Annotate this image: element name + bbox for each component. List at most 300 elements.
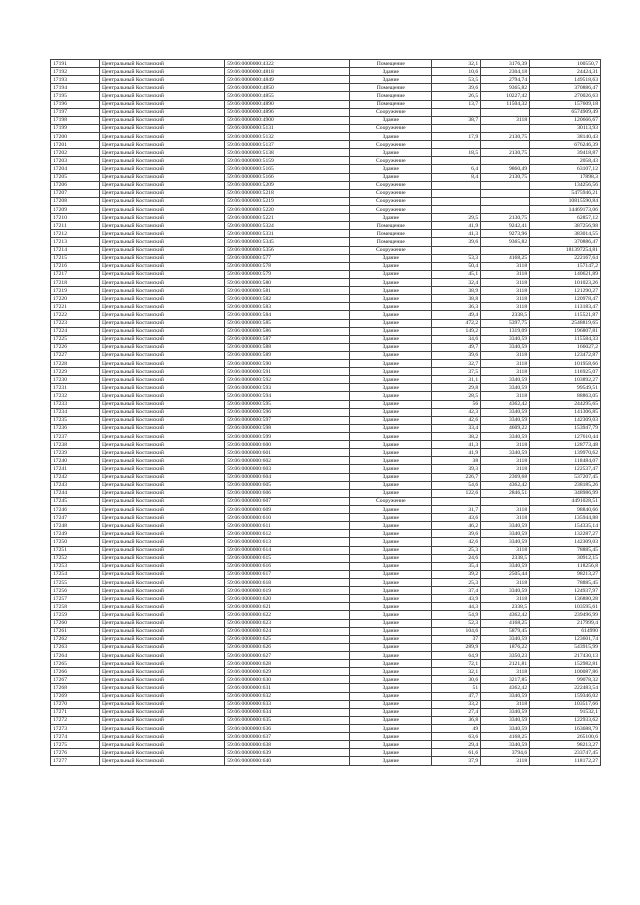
unit-rate-cell: 3118 — [481, 351, 530, 359]
table-row — [51, 635, 601, 643]
cadastral-number-cell: 59:06:0000000:5356 — [225, 246, 350, 254]
unit-rate-cell: 10227,42 — [481, 92, 530, 100]
table-row — [51, 124, 601, 132]
cadastral-number-cell: 59:06:0000000:5218 — [225, 189, 350, 197]
object-type-cell: Здание — [350, 757, 432, 765]
cadastral-number-cell: 59:06:0000000:4900 — [225, 116, 350, 124]
district-cell: Центральный Костанский — [100, 635, 225, 643]
row-number-cell: 17269 — [51, 692, 100, 700]
cadastral-value-cell: 222483,54 — [530, 684, 601, 692]
unit-rate-cell: 9273,96 — [481, 230, 530, 238]
district-cell: Центральный Костанский — [100, 246, 225, 254]
district-cell: Центральный Костанский — [100, 708, 225, 716]
cadastral-number-cell: 59:06:0000000:619 — [225, 587, 350, 595]
area-cell: 29,5 — [432, 214, 481, 222]
table-row — [51, 700, 601, 708]
district-cell: Центральный Костанский — [100, 360, 225, 368]
cadastral-value-cell: 239496,99 — [530, 611, 601, 619]
cadastral-value-cell: 98213,27 — [530, 570, 601, 578]
table-row — [51, 433, 601, 441]
table-row — [51, 60, 601, 68]
cadastral-number-cell: 59:06:0000000:634 — [225, 708, 350, 716]
cadastral-number-cell: 59:06:0000000:628 — [225, 660, 350, 668]
district-cell: Центральный Костанский — [100, 173, 225, 181]
cadastral-number-cell: 59:06:0000000:633 — [225, 700, 350, 708]
area-cell: 53,3 — [432, 254, 481, 262]
district-cell: Центральный Костанский — [100, 433, 225, 441]
cadastral-number-cell: 59:06:0000000:586 — [225, 327, 350, 335]
area-cell: 35,4 — [432, 562, 481, 570]
unit-rate-cell: 3118 — [481, 579, 530, 587]
row-number-cell: 17193 — [51, 76, 100, 84]
unit-rate-cell: 3118 — [481, 303, 530, 311]
table-row — [51, 189, 601, 197]
row-number-cell: 17197 — [51, 108, 100, 116]
object-type-cell: Сооружение — [350, 189, 432, 197]
area-cell: 25,3 — [432, 546, 481, 554]
district-cell: Центральный Костанский — [100, 108, 225, 116]
row-number-cell: 17198 — [51, 116, 100, 124]
row-number-cell: 17196 — [51, 100, 100, 108]
district-cell: Центральный Костанский — [100, 603, 225, 611]
area-cell: 49,4 — [432, 311, 481, 319]
unit-rate-cell: 3118 — [481, 457, 530, 465]
object-type-cell: Здание — [350, 700, 432, 708]
object-type-cell: Здание — [350, 400, 432, 408]
row-number-cell: 17192 — [51, 68, 100, 76]
row-number-cell: 17191 — [51, 60, 100, 68]
cadastral-value-cell: 265100,6 — [530, 733, 601, 741]
row-number-cell: 17266 — [51, 668, 100, 676]
cadastral-value-cell: 136880,28 — [530, 595, 601, 603]
district-cell: Центральный Костанский — [100, 278, 225, 286]
cadastral-value-cell: 142309,03 — [530, 538, 601, 546]
area-cell: 37,5 — [432, 368, 481, 376]
cadastral-number-cell: 59:06:0000000:604 — [225, 473, 350, 481]
cadastral-number-cell: 59:06:0000000:5209 — [225, 181, 350, 189]
unit-rate-cell — [481, 124, 530, 132]
unit-rate-cell: 9242,41 — [481, 222, 530, 230]
area-cell: 52,3 — [432, 619, 481, 627]
unit-rate-cell: 3118 — [481, 465, 530, 473]
unit-rate-cell: 3118 — [481, 262, 530, 270]
cadastral-number-cell: 59:06:0000000:583 — [225, 303, 350, 311]
row-number-cell: 17275 — [51, 741, 100, 749]
unit-rate-cell: 3340,59 — [481, 376, 530, 384]
table-row — [51, 716, 601, 724]
object-type-cell: Сооружение — [350, 497, 432, 505]
unit-rate-cell: 9365,82 — [481, 238, 530, 246]
object-type-cell: Здание — [350, 724, 432, 732]
row-number-cell: 17201 — [51, 141, 100, 149]
row-number-cell: 17221 — [51, 303, 100, 311]
row-number-cell: 17264 — [51, 651, 100, 659]
table-row — [51, 708, 601, 716]
object-type-cell: Сооружение — [350, 141, 432, 149]
area-cell: 41,9 — [432, 449, 481, 457]
unit-rate-cell: 3340,59 — [481, 562, 530, 570]
object-type-cell: Здание — [350, 465, 432, 473]
district-cell: Центральный Костанский — [100, 270, 225, 278]
cadastral-number-cell: 59:06:0000000:592 — [225, 376, 350, 384]
area-cell: 39,6 — [432, 238, 481, 246]
object-type-cell: Здание — [350, 165, 432, 173]
table-row — [51, 724, 601, 732]
cadastral-number-cell: 59:06:0000000:579 — [225, 270, 350, 278]
district-cell: Центральный Костанский — [100, 351, 225, 359]
table-row — [51, 603, 601, 611]
cadastral-number-cell: 59:06:0000000:640 — [225, 757, 350, 765]
table-row — [51, 76, 601, 84]
object-type-cell: Здание — [350, 254, 432, 262]
table-row — [51, 643, 601, 651]
cadastral-number-cell: 59:06:0000000:618 — [225, 579, 350, 587]
cadastral-number-cell: 59:06:0000000:5219 — [225, 197, 350, 205]
area-cell: 33,2 — [432, 700, 481, 708]
cadastral-value-cell: 118172,27 — [530, 757, 601, 765]
unit-rate-cell: 9365,82 — [481, 84, 530, 92]
district-cell: Центральный Костанский — [100, 295, 225, 303]
unit-rate-cell: 3176,39 — [481, 60, 530, 68]
row-number-cell: 17244 — [51, 489, 100, 497]
unit-rate-cell: 3350,23 — [481, 651, 530, 659]
cadastral-value-cell: 370886,47 — [530, 238, 601, 246]
table-row — [51, 627, 601, 635]
cadastral-value-cell: 383014,55 — [530, 230, 601, 238]
cadastral-value-cell: 166027,2 — [530, 343, 601, 351]
table-row — [51, 149, 601, 157]
unit-rate-cell: 3340,59 — [481, 587, 530, 595]
row-number-cell: 17194 — [51, 84, 100, 92]
table-row — [51, 660, 601, 668]
cadastral-value-cell: 122933,62 — [530, 716, 601, 724]
object-type-cell: Здание — [350, 416, 432, 424]
cadastral-value-cell: 134256,56 — [530, 181, 601, 189]
table-row — [51, 676, 601, 684]
unit-rate-cell: 2338,5 — [481, 311, 530, 319]
cadastral-value-cell: 5475946,21 — [530, 189, 601, 197]
unit-rate-cell: 3118 — [481, 287, 530, 295]
object-type-cell: Здание — [350, 530, 432, 538]
table-row — [51, 522, 601, 530]
area-cell: 44,3 — [432, 603, 481, 611]
row-number-cell: 17271 — [51, 708, 100, 716]
cadastral-number-cell: 59:06:0000000:627 — [225, 651, 350, 659]
cadastral-number-cell: 59:06:0000000:624 — [225, 627, 350, 635]
district-cell: Центральный Костанский — [100, 514, 225, 522]
cadastral-value-cell: 103517,66 — [530, 700, 601, 708]
cadastral-value-cell: 14469173,06 — [530, 205, 601, 213]
cadastral-number-cell: 59:06:0000000:605 — [225, 481, 350, 489]
unit-rate-cell: 4362,42 — [481, 684, 530, 692]
row-number-cell: 17218 — [51, 278, 100, 286]
object-type-cell: Здание — [350, 368, 432, 376]
area-cell: 30,6 — [432, 676, 481, 684]
object-type-cell: Здание — [350, 562, 432, 570]
district-cell: Центральный Костанский — [100, 554, 225, 562]
table-row — [51, 295, 601, 303]
cadastral-number-cell: 59:06:0000000:598 — [225, 424, 350, 432]
area-cell: 13,7 — [432, 100, 481, 108]
table-row — [51, 441, 601, 449]
row-number-cell: 17222 — [51, 311, 100, 319]
area-cell — [432, 108, 481, 116]
unit-rate-cell: 2505,44 — [481, 570, 530, 578]
area-cell: 226,7 — [432, 473, 481, 481]
row-number-cell: 17238 — [51, 441, 100, 449]
row-number-cell: 17241 — [51, 465, 100, 473]
unit-rate-cell: 11504,32 — [481, 100, 530, 108]
district-cell: Центральный Костанский — [100, 181, 225, 189]
object-type-cell: Здание — [350, 635, 432, 643]
table-row — [51, 741, 601, 749]
cadastral-number-cell: 59:06:0000000:4849 — [225, 76, 350, 84]
area-cell — [432, 197, 481, 205]
object-type-cell: Здание — [350, 708, 432, 716]
object-type-cell: Здание — [350, 716, 432, 724]
object-type-cell: Здание — [350, 643, 432, 651]
unit-rate-cell: 1319,09 — [481, 327, 530, 335]
cadastral-value-cell: 387256,98 — [530, 222, 601, 230]
row-number-cell: 17231 — [51, 384, 100, 392]
district-cell: Центральный Костанский — [100, 489, 225, 497]
table-row — [51, 408, 601, 416]
district-cell: Центральный Костанский — [100, 522, 225, 530]
district-cell: Центральный Костанский — [100, 716, 225, 724]
cadastral-number-cell: 59:06:0000000:5345 — [225, 238, 350, 246]
table-body — [51, 60, 601, 766]
object-type-cell: Здание — [350, 668, 432, 676]
cadastral-value-cell: 100550,7 — [530, 60, 601, 68]
area-cell: 32,1 — [432, 668, 481, 676]
cadastral-number-cell: 59:06:0000000:635 — [225, 716, 350, 724]
object-type-cell: Помещение — [350, 238, 432, 246]
cadastral-number-cell: 59:06:0000000:587 — [225, 335, 350, 343]
unit-rate-cell: 4362,42 — [481, 611, 530, 619]
table-row — [51, 514, 601, 522]
object-type-cell: Здание — [350, 587, 432, 595]
table-row — [51, 230, 601, 238]
table-row — [51, 692, 601, 700]
cadastral-value-cell: 98840,66 — [530, 506, 601, 514]
table-row — [51, 262, 601, 270]
cadastral-number-cell: 59:06:0000000:589 — [225, 351, 350, 359]
object-type-cell: Здание — [350, 303, 432, 311]
district-cell: Центральный Костанский — [100, 343, 225, 351]
cadastral-number-cell: 59:06:0000000:611 — [225, 522, 350, 530]
cadastral-value-cell: 163688,79 — [530, 724, 601, 732]
area-cell: 38 — [432, 457, 481, 465]
object-type-cell: Здание — [350, 651, 432, 659]
district-cell: Центральный Костанский — [100, 676, 225, 684]
district-cell: Центральный Костанский — [100, 76, 225, 84]
area-cell — [432, 205, 481, 213]
cadastral-number-cell: 59:06:0000000:600 — [225, 441, 350, 449]
cadastral-number-cell: 59:06:0000000:590 — [225, 360, 350, 368]
district-cell: Центральный Костанский — [100, 238, 225, 246]
unit-rate-cell: 2130,75 — [481, 214, 530, 222]
row-number-cell: 17251 — [51, 546, 100, 554]
object-type-cell: Помещение — [350, 230, 432, 238]
table-row — [51, 392, 601, 400]
unit-rate-cell: 1876,22 — [481, 643, 530, 651]
cadastral-value-cell: 10815590,84 — [530, 197, 601, 205]
cadastral-value-cell: 270026,63 — [530, 92, 601, 100]
district-cell: Центральный Костанский — [100, 84, 225, 92]
district-cell: Центральный Костанский — [100, 141, 225, 149]
table-row — [51, 546, 601, 554]
object-type-cell: Здание — [350, 619, 432, 627]
row-number-cell: 17228 — [51, 360, 100, 368]
object-type-cell: Здание — [350, 433, 432, 441]
cadastral-value-cell: 88863,05 — [530, 392, 601, 400]
area-cell: 28,5 — [432, 392, 481, 400]
row-number-cell: 17209 — [51, 205, 100, 213]
cadastral-value-cell: 91532,1 — [530, 708, 601, 716]
row-number-cell: 17240 — [51, 457, 100, 465]
cadastral-value-cell: 141306,85 — [530, 408, 601, 416]
cadastral-number-cell: 59:06:0000000:621 — [225, 603, 350, 611]
cadastral-value-cell: 244295,65 — [530, 400, 601, 408]
row-number-cell: 17203 — [51, 157, 100, 165]
row-number-cell: 17245 — [51, 497, 100, 505]
cadastral-number-cell: 59:06:0000000:638 — [225, 741, 350, 749]
table-row — [51, 416, 601, 424]
cadastral-value-cell: 537207,45 — [530, 473, 601, 481]
object-type-cell: Помещение — [350, 222, 432, 230]
district-cell: Центральный Костанский — [100, 643, 225, 651]
cadastral-value-cell: 543915,99 — [530, 643, 601, 651]
object-type-cell: Здание — [350, 327, 432, 335]
unit-rate-cell: 2369,68 — [481, 473, 530, 481]
row-number-cell: 17263 — [51, 643, 100, 651]
district-cell: Центральный Костанский — [100, 408, 225, 416]
district-cell: Центральный Костанский — [100, 668, 225, 676]
district-cell: Центральный Костанский — [100, 700, 225, 708]
cadastral-value-cell: 128773,48 — [530, 441, 601, 449]
table-row — [51, 368, 601, 376]
object-type-cell: Здание — [350, 554, 432, 562]
object-type-cell: Здание — [350, 684, 432, 692]
area-cell: 472,2 — [432, 319, 481, 327]
table-row — [51, 270, 601, 278]
object-type-cell: Здание — [350, 287, 432, 295]
district-cell: Центральный Костанский — [100, 92, 225, 100]
table-row — [51, 424, 601, 432]
area-cell: 24,6 — [432, 554, 481, 562]
object-type-cell: Здание — [350, 522, 432, 530]
unit-rate-cell: 3340,59 — [481, 449, 530, 457]
row-number-cell: 17216 — [51, 262, 100, 270]
area-cell: 29,4 — [432, 741, 481, 749]
unit-rate-cell: 4168,25 — [481, 254, 530, 262]
row-number-cell: 17243 — [51, 481, 100, 489]
area-cell — [432, 181, 481, 189]
table-row — [51, 384, 601, 392]
cadastral-number-cell: 59:06:0000000:620 — [225, 595, 350, 603]
district-cell: Центральный Костанский — [100, 497, 225, 505]
cadastral-number-cell: 59:06:0000000:5331 — [225, 230, 350, 238]
table-row — [51, 538, 601, 546]
cadastral-number-cell: 59:06:0000000:584 — [225, 311, 350, 319]
cadastral-value-cell: 127610,44 — [530, 433, 601, 441]
district-cell: Центральный Костанский — [100, 627, 225, 635]
unit-rate-cell: 3794,6 — [481, 749, 530, 757]
cadastral-value-cell: 24424,31 — [530, 68, 601, 76]
cadastral-value-cell: 103892,27 — [530, 376, 601, 384]
table-row — [51, 473, 601, 481]
district-cell: Центральный Костанский — [100, 262, 225, 270]
row-number-cell: 17202 — [51, 149, 100, 157]
cadastral-value-cell: 78885,45 — [530, 546, 601, 554]
area-cell: 42,6 — [432, 538, 481, 546]
unit-rate-cell — [481, 181, 530, 189]
cadastral-number-cell: 59:06:0000000:4322 — [225, 60, 350, 68]
cadastral-value-cell: 78885,45 — [530, 579, 601, 587]
unit-rate-cell — [481, 205, 530, 213]
object-type-cell: Здание — [350, 538, 432, 546]
cadastral-number-cell: 59:06:0000000:614 — [225, 546, 350, 554]
cadastral-value-cell: 222167,64 — [530, 254, 601, 262]
unit-rate-cell: 3118 — [481, 514, 530, 522]
cadastral-value-cell: 99549,51 — [530, 384, 601, 392]
unit-rate-cell — [481, 497, 530, 505]
area-cell: 49 — [432, 724, 481, 732]
area-cell: 17,9 — [432, 132, 481, 140]
cadastral-value-cell: 676246,39 — [530, 141, 601, 149]
area-cell: 25,3 — [432, 579, 481, 587]
district-cell: Центральный Костанский — [100, 473, 225, 481]
cadastral-number-cell: 59:06:0000000:578 — [225, 262, 350, 270]
row-number-cell: 17225 — [51, 335, 100, 343]
area-cell — [432, 189, 481, 197]
cadastral-value-table — [50, 59, 601, 766]
unit-rate-cell: 3340,59 — [481, 716, 530, 724]
area-cell: 56 — [432, 400, 481, 408]
unit-rate-cell: 4362,42 — [481, 481, 530, 489]
district-cell: Центральный Костанский — [100, 570, 225, 578]
table-row — [51, 595, 601, 603]
row-number-cell: 17195 — [51, 92, 100, 100]
unit-rate-cell: 3340,59 — [481, 635, 530, 643]
object-type-cell: Здание — [350, 481, 432, 489]
object-type-cell: Здание — [350, 660, 432, 668]
area-cell — [432, 497, 481, 505]
district-cell: Центральный Костанский — [100, 481, 225, 489]
row-number-cell: 17262 — [51, 635, 100, 643]
cadastral-number-cell: 59:06:0000000:591 — [225, 368, 350, 376]
unit-rate-cell: 3118 — [481, 700, 530, 708]
cadastral-value-cell: 135944,88 — [530, 514, 601, 522]
cadastral-number-cell: 59:06:0000000:617 — [225, 570, 350, 578]
table-row — [51, 116, 601, 124]
cadastral-value-cell: 238185,26 — [530, 481, 601, 489]
row-number-cell: 17212 — [51, 230, 100, 238]
row-number-cell: 17237 — [51, 433, 100, 441]
district-cell: Центральный Костанский — [100, 165, 225, 173]
table-row — [51, 562, 601, 570]
cadastral-value-cell: 142309,03 — [530, 416, 601, 424]
cadastral-number-cell: 59:06:0000000:4850 — [225, 84, 350, 92]
table-row — [51, 351, 601, 359]
object-type-cell: Здание — [350, 214, 432, 222]
object-type-cell: Помещение — [350, 100, 432, 108]
district-cell: Центральный Костанский — [100, 449, 225, 457]
unit-rate-cell: 2130,75 — [481, 132, 530, 140]
unit-rate-cell: 2794,74 — [481, 76, 530, 84]
row-number-cell: 17206 — [51, 181, 100, 189]
unit-rate-cell: 3118 — [481, 595, 530, 603]
